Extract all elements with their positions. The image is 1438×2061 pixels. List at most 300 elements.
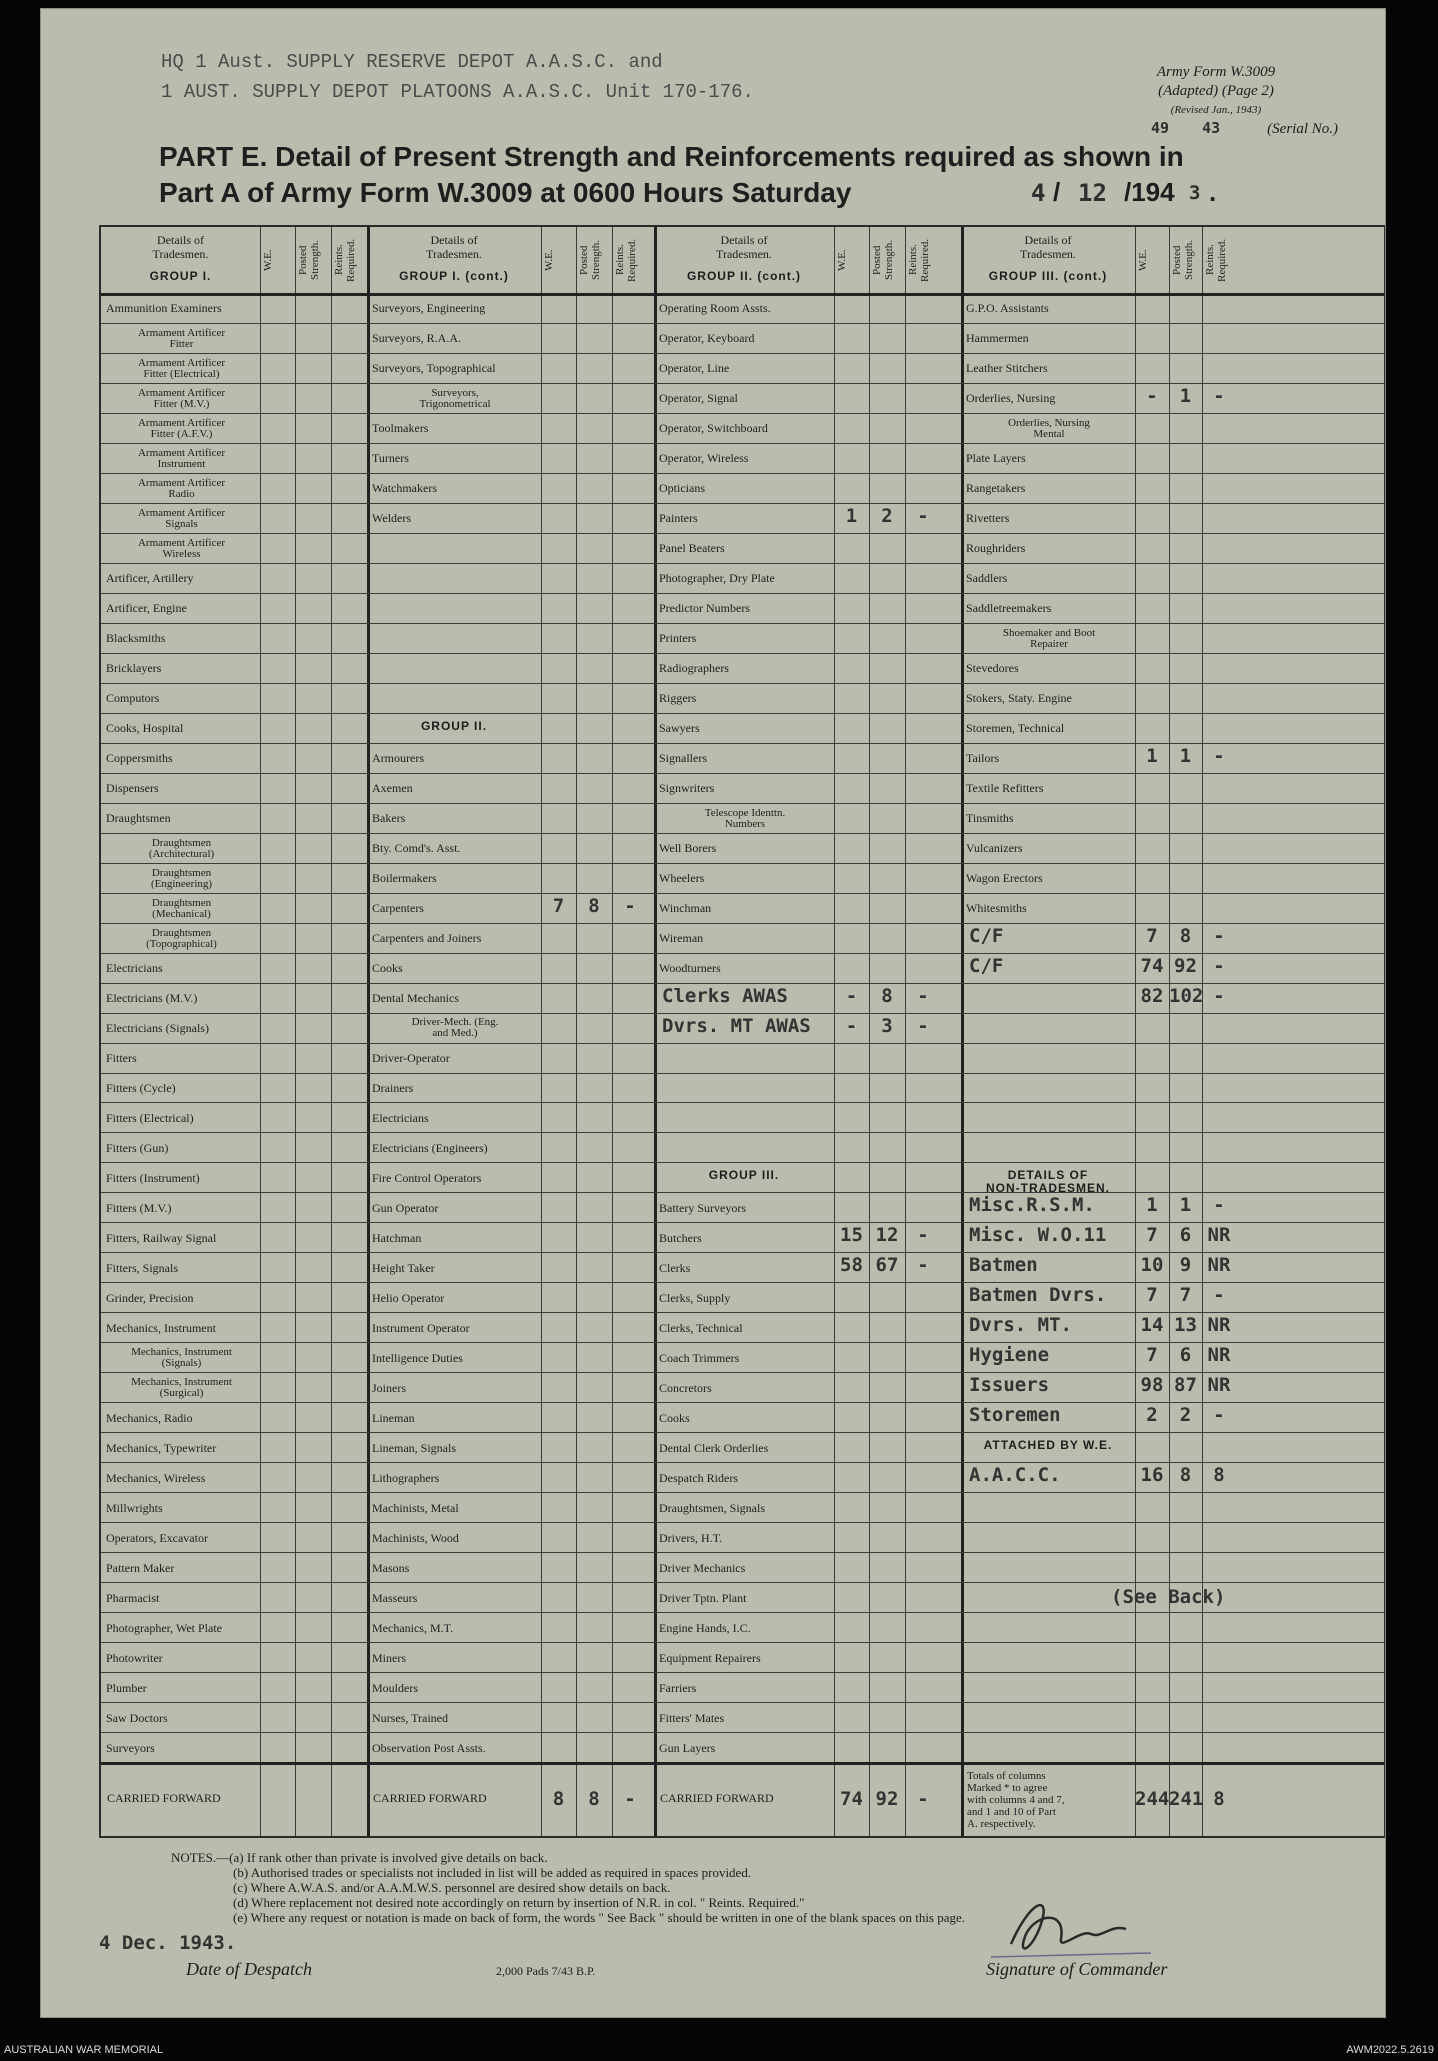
row-label-text: Mechanics, Instrument (106, 1320, 216, 1335)
row-label (659, 805, 831, 833)
carried-forward-value: 74 (840, 1788, 863, 1810)
row-label-text: Painters (659, 511, 698, 526)
typed-value: - (1213, 1404, 1225, 1427)
serial-b: 43 (1202, 119, 1221, 137)
typed-value: 2 (1179, 1404, 1192, 1427)
row-label (659, 1674, 831, 1702)
section-divider (961, 227, 964, 1836)
row-label (966, 505, 1132, 533)
row-label (659, 1284, 831, 1312)
row-rule (101, 443, 1384, 444)
row-label-text: Mechanics, Wireless (106, 1470, 206, 1485)
row-label (966, 775, 1132, 803)
row-label-text: Joiners (372, 1380, 406, 1395)
row-label (372, 985, 538, 1013)
row-label-text: Fitters (Instrument) (106, 1170, 200, 1185)
row-label-text: Draughtsmen (Architectural) (148, 836, 215, 860)
strength-table (99, 225, 1386, 1838)
row-label-text: Turners (372, 451, 409, 466)
typed-value: 7 (1146, 1344, 1158, 1367)
column-header: Posted Strength. (578, 239, 602, 281)
row-label-text: Radiographers (659, 661, 729, 676)
row-label (106, 1194, 257, 1222)
row-label (106, 505, 257, 533)
carried-forward-value: 244 (1135, 1788, 1170, 1810)
typed-value: - (624, 894, 636, 917)
row-label (966, 535, 1132, 563)
row-label (659, 1314, 831, 1342)
typed-value: 1 (1146, 744, 1158, 767)
row-label-text: Electricians (106, 961, 163, 976)
row-label-text: Photowriter (106, 1650, 163, 1665)
row-label (659, 415, 831, 443)
row-label (659, 535, 831, 563)
row-label-text: Cooks, Hospital (106, 721, 184, 736)
note-d: (d) Where replacement not desired note accordingly on return by insertion of N.R. in col. " Reints. Required." (233, 1895, 805, 1910)
typed-value: - (1213, 744, 1225, 767)
row-label (106, 1524, 257, 1552)
row-label (372, 1074, 538, 1102)
row-label (372, 1344, 538, 1372)
form-line-1: Army Form W.3009 (1156, 64, 1276, 80)
row-rule (101, 563, 1384, 564)
row-label-text: Surveyors, R.A.A. (372, 331, 461, 346)
row-rule (101, 533, 1384, 534)
row-label (659, 625, 831, 653)
unit-line-1: HQ 1 Aust. SUPPLY RESERVE DEPOT A.A.S.C. and (161, 51, 663, 73)
date-month: 12 (1078, 179, 1107, 207)
typed-label: Hygiene (969, 1344, 1050, 1367)
row-rule (101, 1043, 1384, 1044)
printer-imprint: 2,000 Pads 7/43 B.P. (496, 1964, 596, 1978)
row-label (372, 1614, 538, 1642)
row-rule (101, 803, 1384, 804)
row-rule (101, 923, 1384, 924)
typed-value: 16 (1140, 1464, 1164, 1487)
row-label-text: Fitters, Railway Signal (106, 1230, 217, 1245)
row-label-text: Equipment Repairers (659, 1650, 761, 1665)
typed-value: - (1213, 924, 1225, 947)
typed-value: - (917, 1014, 929, 1037)
column-header: Reints. Required. (614, 238, 638, 282)
row-label (659, 925, 831, 953)
row-label (106, 445, 257, 473)
row-label (966, 415, 1132, 443)
section-divider (654, 227, 657, 1836)
row-label-text: Artificer, Engine (106, 601, 187, 616)
row-label-text: Predictor Numbers (659, 601, 750, 616)
row-label (372, 955, 538, 983)
row-label-text: Whitesmiths (966, 901, 1027, 916)
row-label (106, 925, 257, 953)
row-label (106, 1254, 257, 1282)
row-label (659, 1584, 831, 1612)
row-label (659, 595, 831, 623)
typed-value: 1 (1146, 1194, 1158, 1217)
row-label (659, 685, 831, 713)
row-label (966, 355, 1132, 383)
row-label (106, 1584, 257, 1612)
row-rule (101, 1522, 1384, 1523)
row-rule (101, 1612, 1384, 1613)
row-label-text: Draughtsmen (Topographical) (146, 926, 217, 950)
row-label (659, 1494, 831, 1522)
row-label (106, 835, 257, 863)
row-label-text: Well Borers (659, 841, 717, 856)
row-label-text: Signallers (659, 751, 707, 766)
row-label (106, 1314, 257, 1342)
row-label (966, 445, 1132, 473)
typed-value: 102 (1169, 984, 1204, 1007)
typed-label: Misc.R.S.M. (969, 1194, 1095, 1217)
row-label (966, 595, 1132, 623)
row-label (106, 1734, 257, 1762)
typed-label: A.A.C.C. (969, 1464, 1061, 1487)
typed-value: - (917, 1254, 929, 1277)
typed-value: NR (1207, 1314, 1231, 1337)
row-label (659, 715, 831, 743)
totals-note: Totals of columns Marked * to agree with columns 4 and 7, and 1 and 10 of Part A. respectively. (967, 1770, 1065, 1830)
row-label (659, 1404, 831, 1432)
row-label (966, 715, 1132, 743)
row-rule (101, 1492, 1384, 1493)
row-label-text: Armament Artificer Fitter (Electrical) (137, 356, 226, 380)
row-label-text: Lineman, Signals (372, 1440, 456, 1455)
row-label (106, 985, 257, 1013)
row-label (659, 775, 831, 803)
row-label (372, 925, 538, 953)
row-label (659, 1254, 831, 1282)
row-label-text: Coach Trimmers (659, 1350, 740, 1365)
row-label (372, 1734, 538, 1762)
date-period: . (1209, 177, 1217, 207)
row-label-text: Tinsmiths (966, 811, 1014, 826)
row-label-text: Wheelers (659, 871, 705, 886)
row-label (372, 1554, 538, 1582)
row-label (659, 895, 831, 923)
row-label-text: Carpenters and Joiners (372, 931, 482, 946)
typed-label: C/F (969, 954, 1004, 977)
typed-label: Batmen (969, 1254, 1038, 1277)
typed-value: 1 (845, 504, 858, 527)
commander-signature (971, 1889, 1171, 1969)
title-line-2: Part A of Army Form W.3009 at 0600 Hours Saturday (159, 177, 852, 208)
typed-value: 3 (881, 1014, 893, 1037)
row-label (966, 295, 1132, 323)
carried-forward-value: - (917, 1788, 929, 1810)
row-label (106, 1134, 257, 1162)
row-rule (101, 1312, 1384, 1313)
row-label (372, 325, 538, 353)
archive-credit: AUSTRALIAN WAR MEMORIAL (4, 2044, 164, 2056)
row-label-text: Blacksmiths (106, 631, 166, 646)
row-label-text: Fitters (106, 1050, 137, 1065)
row-label (659, 745, 831, 773)
typed-value: 7 (1146, 1224, 1158, 1247)
row-label-text: Drainers (372, 1080, 414, 1095)
row-label-text: Orderlies, Nursing (966, 391, 1056, 406)
row-label-text: G.P.O. Assistants (966, 301, 1049, 316)
row-label-text: Opticians (659, 481, 705, 496)
row-label-text: Observation Post Assts. (372, 1740, 486, 1755)
row-label (659, 385, 831, 413)
row-label-text: Armament Artificer Fitter (137, 326, 226, 350)
row-label-text: Concretors (659, 1380, 712, 1395)
row-label-text: Roughriders (966, 541, 1026, 556)
row-label-text: Stokers, Staty. Engine (966, 691, 1072, 706)
carried-forward-label: CARRIED FORWARD (660, 1791, 774, 1805)
details-header (103, 233, 258, 283)
row-label (966, 655, 1132, 683)
typed-value: 6 (1179, 1344, 1192, 1367)
form-line-2: (Adapted) (Page 2) (1158, 83, 1274, 99)
row-label-text: Leather Stitchers (966, 361, 1048, 376)
row-label-text: Electricians (M.V.) (106, 991, 198, 1005)
unit-header (161, 47, 754, 107)
row-label-text: Rangetakers (966, 481, 1026, 496)
typed-value: 9 (1179, 1254, 1192, 1277)
row-label (966, 625, 1132, 653)
row-label-text: Clerks (659, 1260, 691, 1275)
row-label (372, 1134, 538, 1162)
row-label (106, 655, 257, 683)
row-label (659, 1524, 831, 1552)
typed-value: 14 (1140, 1314, 1164, 1337)
row-label-text: Driver Tptn. Plant (659, 1590, 747, 1605)
row-label-text: Textile Refitters (966, 781, 1044, 796)
row-label (372, 805, 538, 833)
row-label-text: Bricklayers (106, 661, 162, 676)
row-label-text: Gun Layers (659, 1740, 716, 1755)
row-label (659, 475, 831, 503)
typed-value: 1 (1179, 744, 1192, 767)
typed-value: - (1213, 1194, 1225, 1217)
typed-value: - (1213, 384, 1225, 407)
row-label-text: Bty. Comd's. Asst. (372, 841, 461, 856)
row-label-text: Electricians (Engineers) (372, 1140, 488, 1155)
row-label (372, 385, 538, 413)
row-label (966, 895, 1132, 923)
row-label-text: Armament Artificer Fitter (A.F.V.) (137, 416, 226, 440)
row-label (106, 1374, 257, 1402)
date-day: 4 (1031, 179, 1046, 207)
row-label-text: Rivetters (966, 511, 1010, 526)
row-label (659, 1344, 831, 1372)
row-label-text: Grinder, Precision (106, 1290, 194, 1305)
typed-value: 1 (1179, 384, 1192, 407)
column-rule (260, 227, 261, 1836)
row-rule (101, 683, 1384, 684)
row-label (372, 1464, 538, 1492)
row-label-text: Mechanics, Radio (106, 1410, 193, 1425)
row-rule (101, 1672, 1384, 1673)
row-label (966, 385, 1132, 413)
typed-value: 6 (1179, 1224, 1192, 1247)
row-label-text: Draughtsmen (Mechanical) (151, 896, 212, 920)
row-label-text: Driver-Operator (372, 1050, 450, 1065)
row-label-text: Nurses, Trained (372, 1710, 449, 1725)
row-label-text: Wireman (659, 931, 704, 946)
row-rule (101, 323, 1384, 324)
row-label (372, 1674, 538, 1702)
row-label-text: Electricians (372, 1110, 429, 1125)
column-header: Posted Strength. (871, 239, 895, 281)
row-rule (101, 713, 1384, 714)
row-label-text: Armament Artificer Radio (137, 476, 226, 500)
row-label-text: Stevedores (966, 661, 1019, 676)
row-label-text: Hammermen (966, 331, 1029, 346)
row-label (106, 1074, 257, 1102)
row-rule (101, 1192, 1384, 1193)
row-label-text: Fitters (Cycle) (106, 1080, 176, 1095)
row-label (106, 805, 257, 833)
column-header: Reints. Required. (1204, 238, 1228, 282)
row-label-text: Wagon Erectors (966, 871, 1043, 886)
row-label (372, 1404, 538, 1432)
row-rule (101, 893, 1384, 894)
section-divider (367, 227, 370, 1836)
row-rule (101, 1462, 1384, 1463)
row-label (966, 865, 1132, 893)
typed-value: - (1213, 984, 1225, 1007)
note-a: NOTES.—(a) If rank other than private is involved give details on back. (171, 1850, 548, 1865)
typed-value: 74 (1140, 954, 1164, 977)
column-rule (295, 227, 296, 1836)
group-title: ATTACHED BY W.E. (983, 1438, 1113, 1453)
row-label-text: Gun Operator (372, 1200, 439, 1215)
details-of-tradesmen: Details of Tradesmen. (152, 233, 209, 261)
date-of-despatch-label: Date of Despatch (186, 1959, 312, 1979)
carried-forward-value: 8 (552, 1788, 565, 1810)
row-label (106, 1434, 257, 1462)
row-label-text: Height Taker (372, 1260, 435, 1275)
typed-value: - (1213, 1284, 1225, 1307)
row-label-text: Drivers, H.T. (659, 1530, 723, 1545)
row-label (659, 295, 831, 323)
row-label-text: Plate Layers (966, 451, 1026, 466)
column-header: W.E. (262, 249, 274, 271)
row-label (106, 1704, 257, 1732)
details-of-tradesmen: Details of Tradesmen. (716, 233, 772, 261)
row-rule (101, 1732, 1384, 1733)
row-label (106, 1404, 257, 1432)
column-rule (541, 227, 542, 1836)
row-label (372, 1584, 538, 1612)
row-label (106, 1674, 257, 1702)
row-label-text: Cooks (659, 1410, 690, 1425)
row-label (966, 745, 1132, 773)
row-label-text: Cooks (372, 961, 403, 976)
row-rule (101, 1013, 1384, 1014)
typed-value: 98 (1140, 1374, 1164, 1397)
row-rule (101, 1702, 1384, 1703)
group-heading: GROUP I. (cont.) (399, 269, 509, 283)
row-label-text: Hatchman (372, 1230, 422, 1245)
row-label (372, 1164, 538, 1192)
carried-forward-value: 241 (1169, 1788, 1204, 1810)
unit-line-2: 1 AUST. SUPPLY DEPOT PLATOONS A.A.S.C. Unit 170-176. (161, 81, 754, 103)
typed-value: 13 (1174, 1314, 1197, 1337)
row-label (966, 475, 1132, 503)
row-label-text: Dental Clerk Orderlies (659, 1440, 769, 1455)
row-label-text: Computors (106, 691, 160, 706)
column-header: Reints. Required. (333, 238, 357, 282)
row-label (106, 1224, 257, 1252)
row-label-text: Fire Control Operators (372, 1170, 482, 1185)
column-header: Posted Strength. (1171, 239, 1195, 281)
row-rule (101, 623, 1384, 624)
typed-value: 8 (1179, 1464, 1192, 1487)
row-label (106, 865, 257, 893)
typed-value: 92 (1174, 954, 1197, 977)
row-label-text: Printers (659, 631, 697, 646)
row-rule (101, 1432, 1384, 1433)
typed-value: 1 (1179, 1194, 1192, 1217)
row-label-text: Carpenters (372, 901, 424, 916)
row-label-text: Operating Room Assts. (659, 301, 771, 316)
row-label (372, 1254, 538, 1282)
column-header: Reints. Required. (907, 238, 931, 282)
typed-value: - (1213, 954, 1225, 977)
carried-forward-value: 8 (1213, 1788, 1225, 1810)
row-label-text: Farriers (659, 1680, 697, 1695)
row-label (659, 1224, 831, 1252)
row-label-text: Dental Mechanics (372, 991, 459, 1005)
row-label-text: Helio Operator (372, 1290, 445, 1305)
column-header: W.E. (836, 249, 848, 271)
typed-label: Dvrs. MT. (969, 1314, 1072, 1337)
row-rule (101, 383, 1384, 384)
row-label-text: Driver-Mech. (Eng. and Med.) (411, 1016, 499, 1040)
typed-value: - (917, 984, 929, 1007)
typed-value: 82 (1140, 984, 1164, 1007)
carried-forward-value: - (624, 1788, 636, 1810)
row-label (659, 955, 831, 983)
carried-forward-label: CARRIED FORWARD (107, 1791, 221, 1805)
row-label-text: Pharmacist (106, 1590, 160, 1605)
row-label (106, 955, 257, 983)
row-rule (101, 773, 1384, 774)
row-label (106, 1044, 257, 1072)
typed-label: C/F (969, 924, 1004, 947)
details-of-tradesmen: Details of Tradesmen. (1020, 233, 1076, 261)
row-label-text: Lithographers (372, 1470, 440, 1485)
row-label-text: Armament Artificer Wireless (137, 536, 226, 560)
row-label (659, 355, 831, 383)
typed-value: 67 (875, 1254, 899, 1277)
row-rule (101, 1162, 1384, 1163)
row-label (372, 445, 538, 473)
total-rule (101, 1762, 1384, 1765)
row-rule (101, 353, 1384, 354)
row-rule (101, 1102, 1384, 1103)
group-title: DETAILS OF NON-TRADESMEN. (986, 1168, 1110, 1196)
row-label-text: Signwriters (659, 781, 715, 796)
row-label (372, 1224, 538, 1252)
row-label-text: Saddletreemakers (966, 601, 1052, 616)
row-label-text: Artificer, Artillery (106, 571, 194, 586)
row-label (372, 1194, 538, 1222)
row-label-text: Mechanics, Instrument (Surgical) (131, 1376, 232, 1400)
row-label (659, 1734, 831, 1762)
typed-value: 8 (1179, 924, 1192, 947)
row-label-text: Fitters (M.V.) (106, 1200, 172, 1215)
row-label-text: Operator, Keyboard (659, 331, 755, 346)
row-label (659, 655, 831, 683)
row-label-text: Saw Doctors (106, 1710, 168, 1725)
typed-value: 2 (1146, 1404, 1158, 1427)
row-label-text: Winchman (659, 901, 712, 916)
